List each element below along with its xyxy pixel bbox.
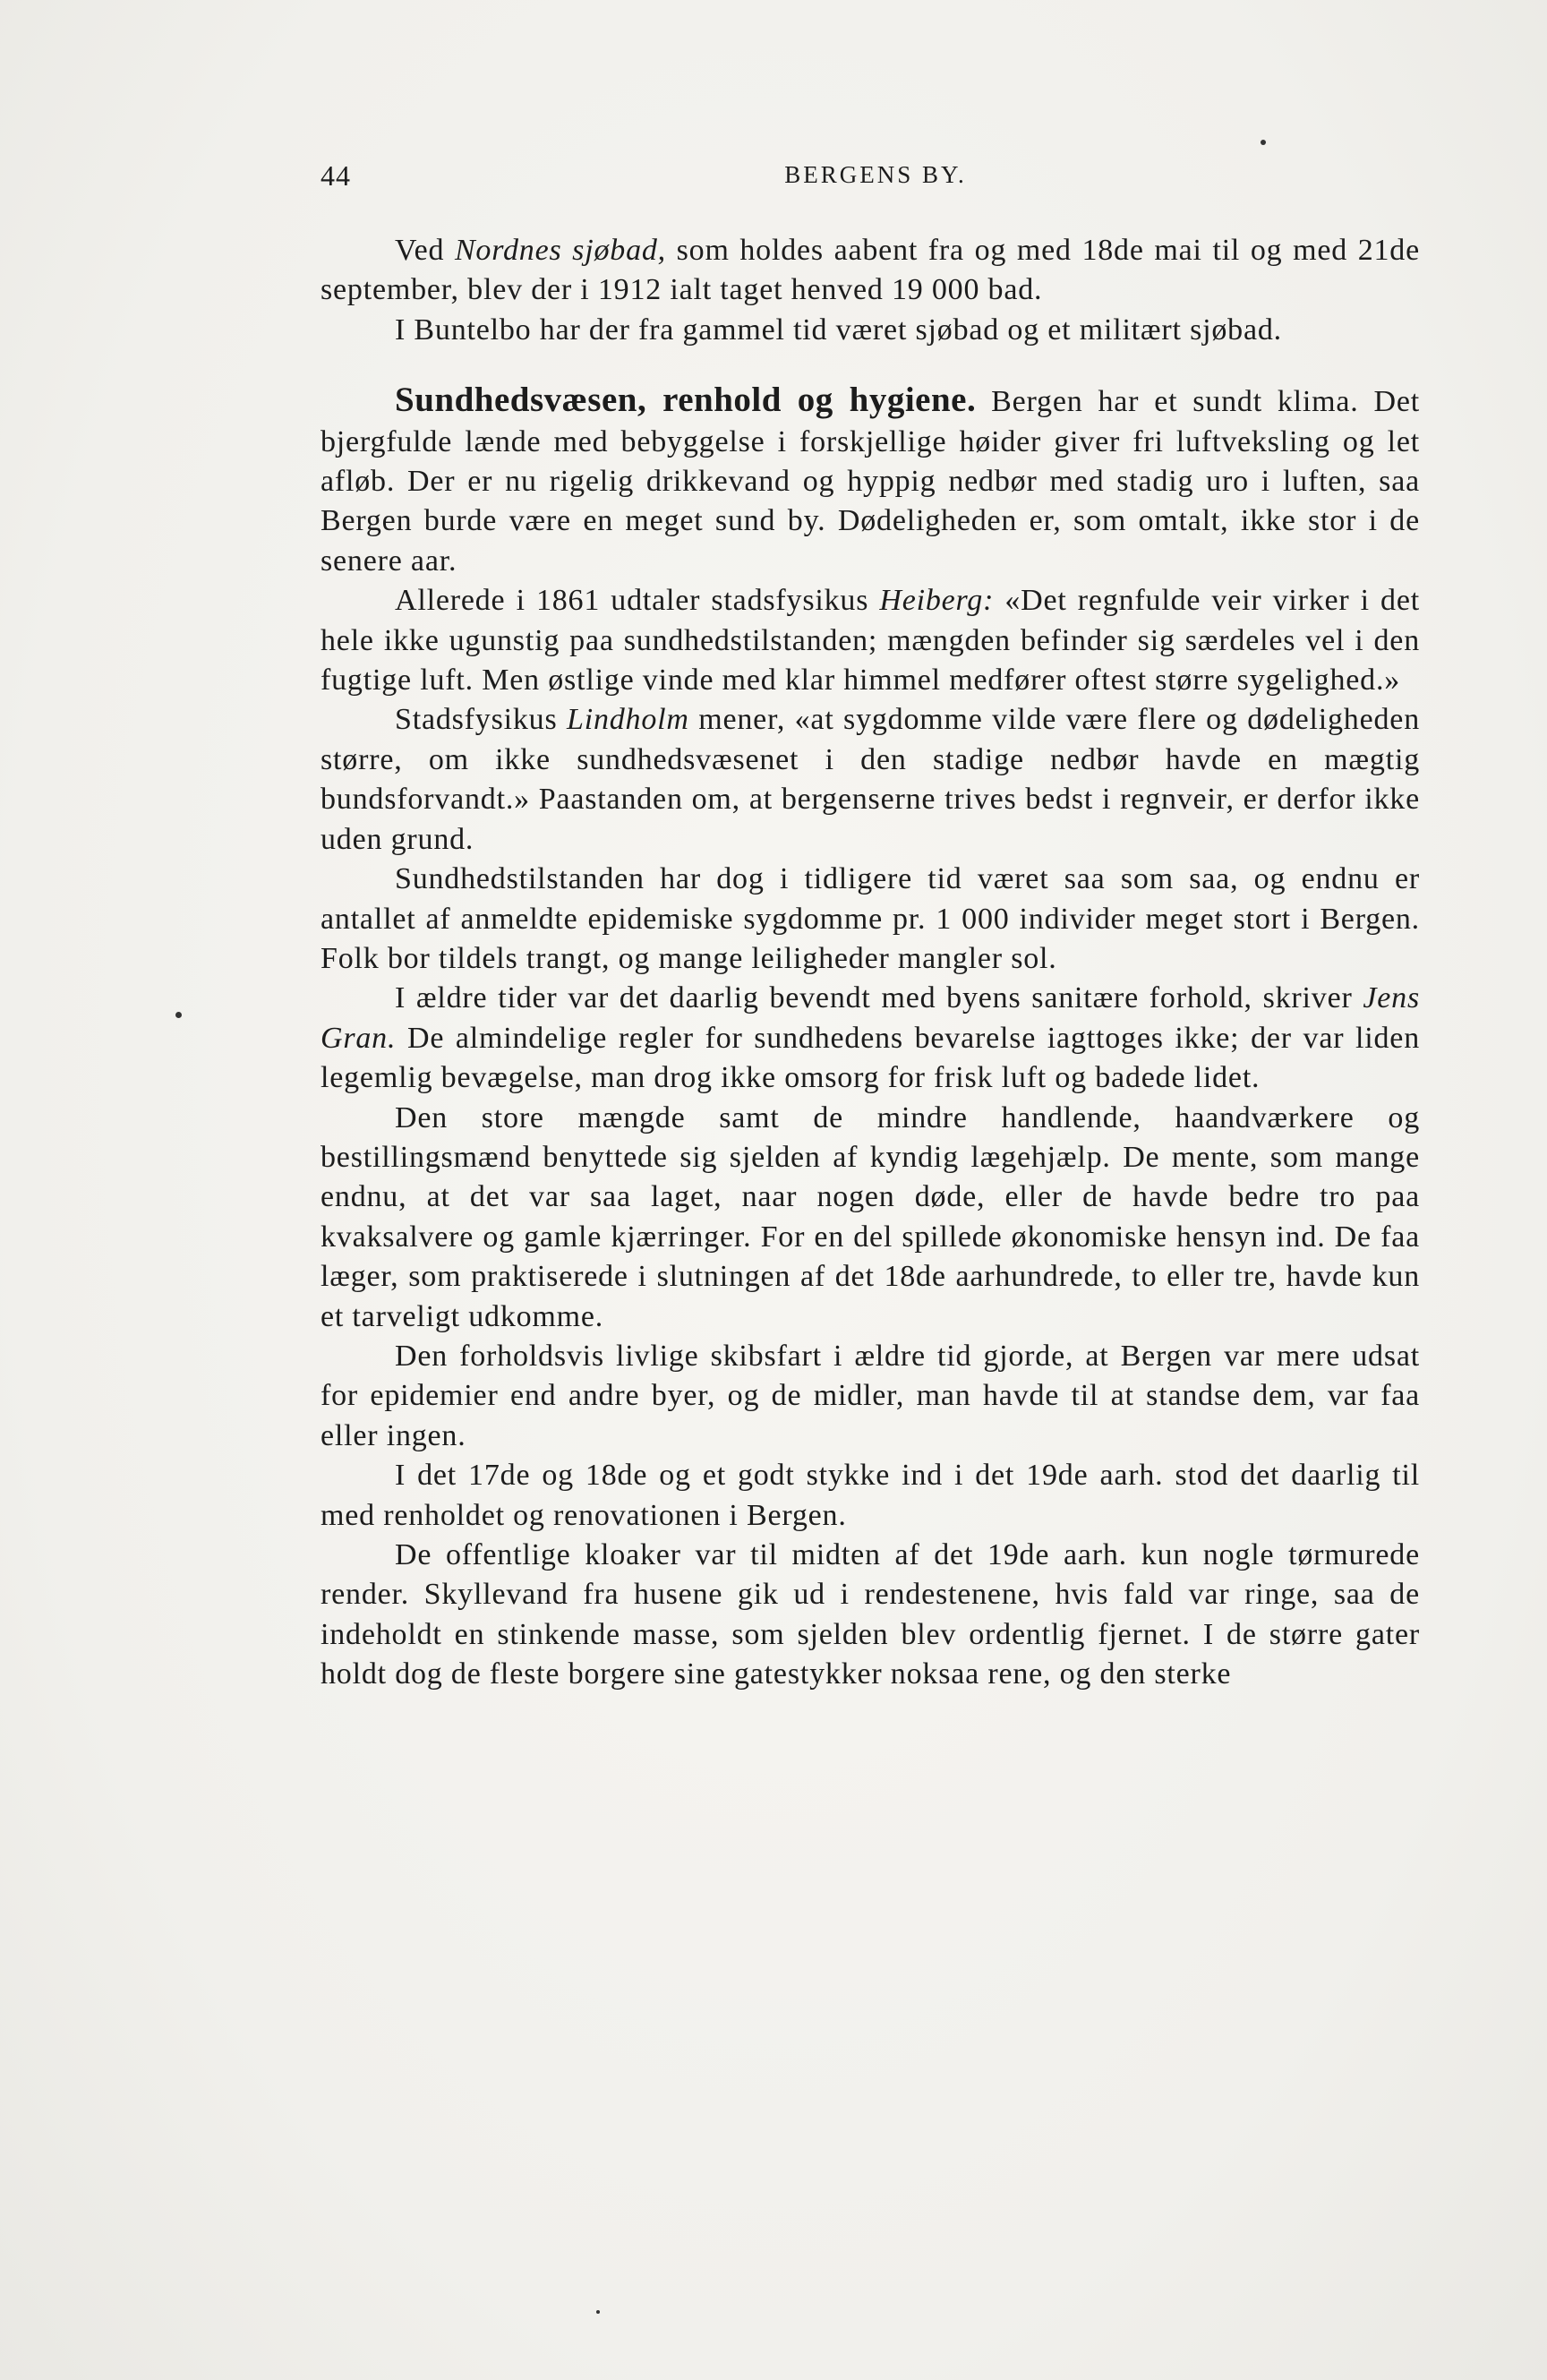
paragraph: [321, 311, 1420, 350]
page-number: 44: [321, 159, 351, 192]
paragraph: [321, 1337, 1420, 1456]
italic-place-name: Nordnes sjøbad,: [454, 234, 666, 267]
paragraph: [321, 979, 1420, 1098]
paragraph: [321, 860, 1420, 979]
print-speck: [596, 2310, 600, 2314]
paragraph: [321, 581, 1420, 700]
paragraph: [321, 231, 1420, 311]
text-run: I ældre tider var det daarlig bevendt med byens sanitære forhold, skriver: [395, 981, 1363, 1015]
page-header: [321, 159, 1431, 195]
text-run: Sundhedstilstanden har dog i tidligere tid været saa som saa, og endnu er antallet af anmeldte epidemiske sygdomme pr. 1 000 individer meget stort i Bergen. Folk bor tildels trangt, og mange leiligheder mangler sol.: [321, 862, 1420, 975]
text-run: Ved: [395, 234, 455, 267]
print-speck: [1261, 140, 1266, 145]
text-run: I det 17de og 18de og et godt stykke ind i det 19de aarh. stod det daarlig til med renholdet og renovationen i Bergen.: [321, 1459, 1420, 1532]
italic-person-name: Lindholm: [567, 703, 689, 737]
text-run: Stadsfysikus: [395, 703, 567, 737]
text-run: Den forholdsvis livlige skibsfart i ældre tid gjorde, at Bergen var mere udsat for epidemier end andre byer, og de midler, man havde til at standse dem, var faa eller ingen.: [321, 1339, 1420, 1452]
body-text: [321, 231, 1420, 1695]
italic-person-name: Heiberg:: [879, 584, 995, 618]
text-run: Den store mængde samt de mindre handlende, haandværkere og bestillingsmænd benyttede sig sjelden af kyndig lægehjælp. De mente, som mange endnu, at det var saa laget, naar nogen døde, eller de havde bedre tro paa kvaksalvere og gamle kjærringer. For en del spillede økonomiske hensyn ind. De faa læger, som praktiserede i slutningen af det 18de aarhundrede, to eller tre, havde kun et tarveligt udkomme.: [321, 1100, 1420, 1333]
text-run: som holdes aabent fra og med 18de mai til og med 21de september, blev der i 1912 ialt taget henved 19 000 bad.: [321, 234, 1420, 307]
section-paragraph: [321, 381, 1420, 581]
section-heading: Sundhedsvæsen, renhold og hygiene.: [395, 381, 977, 420]
text-run: mener, «at sygdomme vilde være flere og dødeligheden større, om ikke sundhedsvæsenet i den stadige nedbør havde en mægtig bundsforvandt.» Paastanden om, at bergenserne trives bedst i regnveir, er derfor ikke uden grund.: [321, 703, 1420, 856]
text-run: I Buntelbo har der fra gammel tid været sjøbad og et militært sjøbad.: [395, 312, 1282, 347]
paragraph: [321, 1536, 1420, 1695]
paragraph: [321, 1456, 1420, 1536]
paragraph: [321, 1099, 1420, 1337]
running-head: BERGENS BY.: [784, 161, 967, 188]
italic-person-name: Jens Gran.: [321, 981, 1420, 1055]
print-speck: [175, 1012, 182, 1018]
text-run: «Det regnfulde veir virker i det hele ikke ugunstig paa sundhedstilstanden; mængden befinder sig særdeles vel i den fugtige luft. Men østlige vinde med klar himmel medfører oftest større sygelighed.»: [321, 584, 1420, 698]
text-run: De offentlige kloaker var til midten af det 19de aarh. kun nogle tørmurede render. Skyllevand fra husene gik ud i rendestenene, hvis fald var ringe, saa de indeholdt en stinkende masse, som sjelden blev ordentlig fjernet. I de større gater holdt dog de fleste borgere sine gatestykker noksaa rene, og den sterke: [321, 1538, 1420, 1691]
paragraph: [321, 700, 1420, 860]
text-run: De almindelige regler for sundhedens bevarelse iagttoges ikke; der var liden legemlig bevægelse, man drog ikke omsorg for frisk luft og badede lidet.: [321, 1021, 1420, 1095]
text-run: Allerede i 1861 udtaler stadsfysikus: [395, 584, 880, 618]
text-run: Bergen har et sundt klima. Det bjergfulde lænde med bebyggelse i forskjellige høider giver fri luftveksling og let afløb. Der er nu rigelig drikkevand og hyppig nedbør med stadig uro i luften, saa Bergen burde være en meget sund by. Dødeligheden er, som omtalt, ikke stor i de senere aar.: [321, 385, 1421, 578]
